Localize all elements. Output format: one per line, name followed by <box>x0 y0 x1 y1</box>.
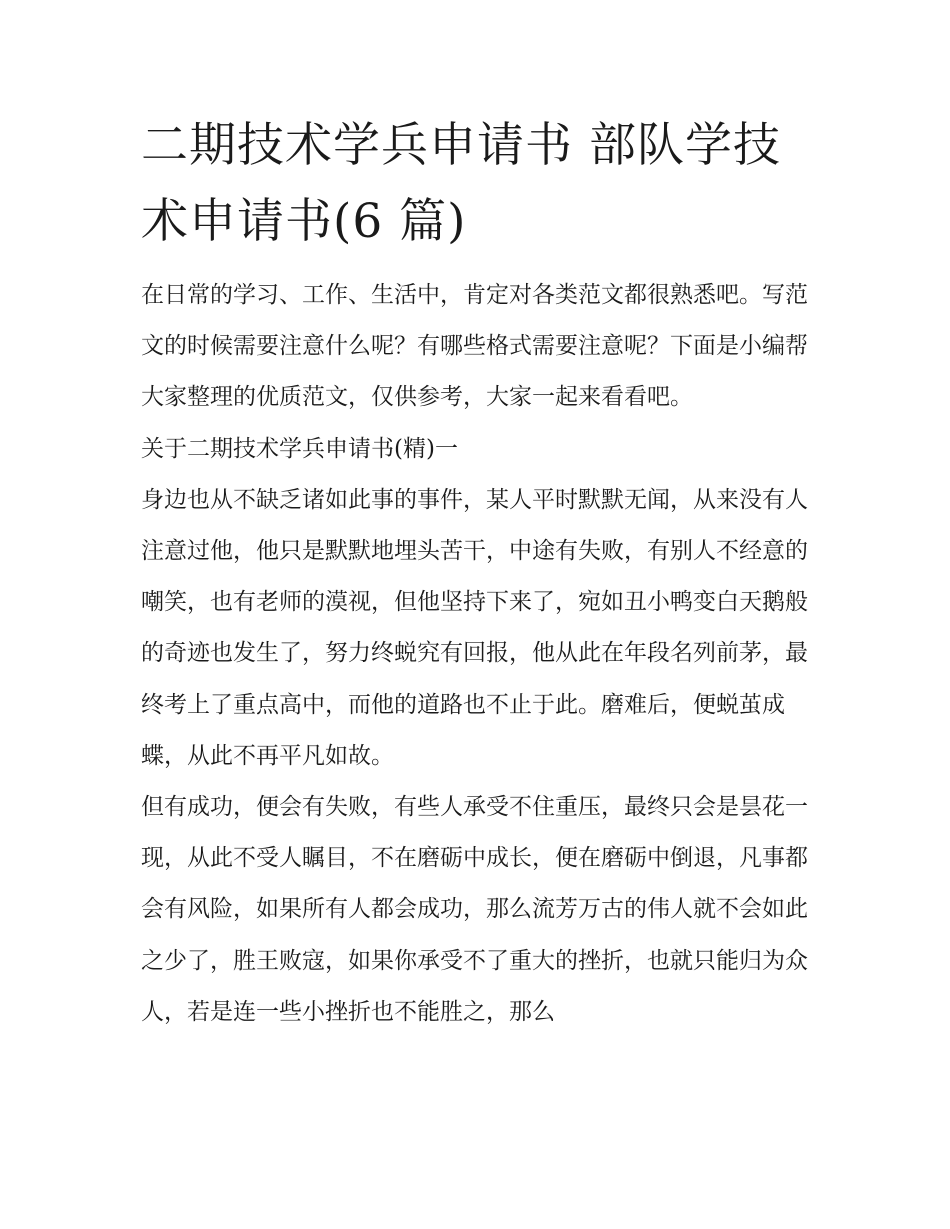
body-paragraph: 但有成功，便会有失败，有些人承受不住重压，最终只会是昙花一现，从此不受人瞩目，不在磨砺中成长，便在磨砺中倒退，凡事都会有风险，如果所有人都会成功，那么流芳万古的伟人就不会如此之少了，胜王败寇，如果你承受不了重大的挫折，也就只能归为众人，若是连一些小挫折也不能胜之，那么 <box>141 794 808 1025</box>
intro-paragraph: 在日常的学习、工作、生活中，肯定对各类范文都很熟悉吧。写范文的时候需要注意什么呢？有哪些格式需要注意呢？下面是小编帮大家整理的优质范文，仅供参考，大家一起来看看吧。 <box>141 282 808 411</box>
section-heading: 关于二期技术学兵申请书(精)一 <box>141 435 458 462</box>
document-page <box>141 108 821 1038</box>
document-body <box>141 270 821 1038</box>
document-title: 二期技术学兵申请书 部队学技术申请书(6 篇) <box>141 118 781 249</box>
body-paragraph: 身边也从不缺乏诸如此事的事件，某人平时默默无闻，从来没有人注意过他，他只是默默地埋头苦干，中途有失败，有别人不经意的嘲笑，也有老师的漠视，但他坚持下来了，宛如丑小鸭变白天鹅般的奇迹也发生了，努力终蜕究有回报，他从此在年段名列前茅，最终考上了重点高中，而他的道路也不止于此。磨难后，便蜕茧成蝶，从此不再平凡如故。 <box>141 486 808 769</box>
